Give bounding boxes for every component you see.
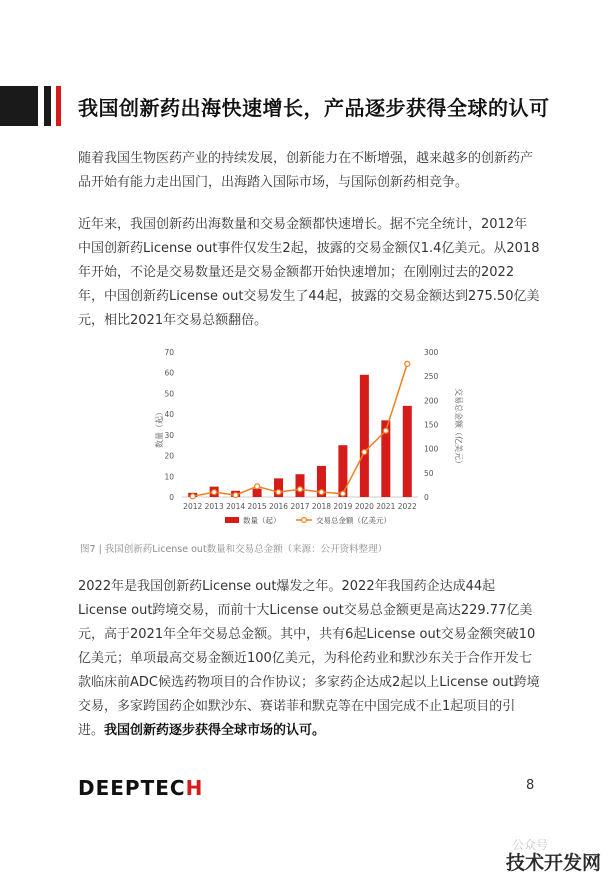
- x-tick-label: 2015: [247, 502, 267, 511]
- x-tick-label: 2014: [226, 502, 246, 511]
- x-tick-label: 2022: [397, 502, 417, 511]
- point-2019: [340, 491, 345, 496]
- paragraph-2022: [78, 575, 540, 743]
- right-tick-label: 200: [424, 396, 439, 406]
- point-2021: [383, 428, 388, 433]
- bar-2022: [403, 406, 412, 497]
- decor-bar-red: [56, 86, 61, 126]
- bar-2019: [338, 445, 347, 497]
- page-number: 8: [526, 778, 535, 793]
- logo-accent: H: [185, 776, 204, 800]
- x-tick-label: 2020: [354, 502, 374, 511]
- right-axis-label: 交易总金额（亿美元）: [454, 388, 463, 468]
- x-tick-label: 2012: [183, 502, 203, 511]
- paragraph-intro: 随着我国生物医药产业的持续发展，创新能力在不断增强，越来越多的创新药产品开始有能力走出国门，出海踏入国际市场，与国际创新药相竞争。: [78, 151, 534, 190]
- point-2015: [255, 484, 260, 489]
- point-2020: [362, 450, 367, 455]
- deeptech-logo: [78, 776, 203, 800]
- legend-bar-swatch: [225, 517, 239, 523]
- bar-2015: [253, 489, 262, 497]
- point-2016: [276, 490, 281, 495]
- figure-caption: 图7 | 我国创新药License out数量和交易总金额（来源：公开资料整理）: [80, 544, 388, 555]
- right-tick-label: 250: [424, 372, 439, 382]
- left-axis-label: 数量（起）: [155, 408, 164, 448]
- point-2017: [298, 487, 303, 492]
- paragraph-2022-bold: 我国创新药逐步获得全球市场的认可。: [104, 723, 326, 738]
- x-tick-label: 2017: [290, 502, 310, 511]
- section-title: 我国创新药出海快速增长，产品逐步获得全球的认可: [78, 96, 550, 120]
- bar-2020: [360, 375, 369, 497]
- x-axis: [183, 502, 417, 511]
- license-out-chart: [150, 342, 463, 532]
- legend-bar-label: 数量（起）: [243, 516, 281, 525]
- bar-2017: [295, 474, 304, 497]
- left-tick-label: 30: [164, 430, 174, 440]
- paragraph-2022-text: 2022年是我国创新药License out爆发之年。2022年我国药企达成44起License out跨境交易，而前十大License out交易总金额更是高达229.77亿美元，高于2021年全年交易总金额。其中，共有6起License out交易金额突破10亿美元；单项最高交易金额近100亿美元，为科伦药业和默沙东关于合作开发七款临床前ADC候选药物项目的合作协议；多家药企达成2起以上License out跨境交易，多家跨国药企如默沙东、赛诺菲和默克等在中国完成不止1起项目的引进。: [78, 579, 540, 738]
- decor-bar-black-thin: [44, 86, 51, 126]
- left-tick-label: 70: [164, 348, 174, 357]
- point-2022: [405, 361, 410, 366]
- x-tick-label: 2013: [204, 502, 224, 511]
- point-2014: [233, 493, 238, 498]
- right-tick-label: 0: [424, 493, 429, 502]
- chart-legend: [225, 515, 391, 525]
- logo-text: DEEPTEC: [78, 776, 186, 800]
- legend-line-marker: [302, 518, 307, 523]
- watermark-faint: 公众号: [512, 838, 549, 852]
- decor-bar-black-wide: [0, 86, 38, 126]
- left-tick-label: 50: [164, 389, 174, 399]
- right-tick-label: 300: [424, 348, 439, 357]
- x-tick-label: 2021: [376, 502, 396, 511]
- left-tick-label: 0: [169, 493, 174, 502]
- left-axis: [164, 348, 418, 502]
- x-tick-label: 2016: [268, 502, 289, 511]
- left-tick-label: 10: [164, 472, 174, 482]
- left-tick-label: 20: [164, 451, 174, 461]
- left-tick-label: 40: [164, 410, 174, 420]
- bar-series: [188, 375, 412, 497]
- point-2012: [190, 494, 195, 499]
- right-tick-label: 150: [424, 420, 439, 430]
- x-tick-label: 2018: [311, 502, 332, 511]
- point-2013: [212, 490, 217, 495]
- right-tick-label: 50: [424, 468, 434, 478]
- right-axis: [424, 348, 439, 502]
- right-tick-label: 100: [424, 444, 439, 454]
- left-tick-label: 60: [164, 368, 174, 378]
- watermark: 技术开发网: [506, 852, 602, 874]
- paragraph-growth: 近年来，我国创新药出海数量和交易金额都快速增长。据不完全统计，2012年中国创新药License out事件仅发生2起，披露的交易金额仅1.4亿美元。从2018年开始，不论是交易数量还是交易金额都开始快速增加；在刚刚过去的2022年，中国创新药License out交易发生了44起，披露的交易金额达到275.50亿美元，相比2021年交易总额翻倍。: [78, 217, 540, 328]
- x-tick-label: 2019: [333, 502, 353, 511]
- legend-line-label: 交易总金额（亿美元）: [316, 516, 391, 525]
- point-2018: [319, 490, 324, 495]
